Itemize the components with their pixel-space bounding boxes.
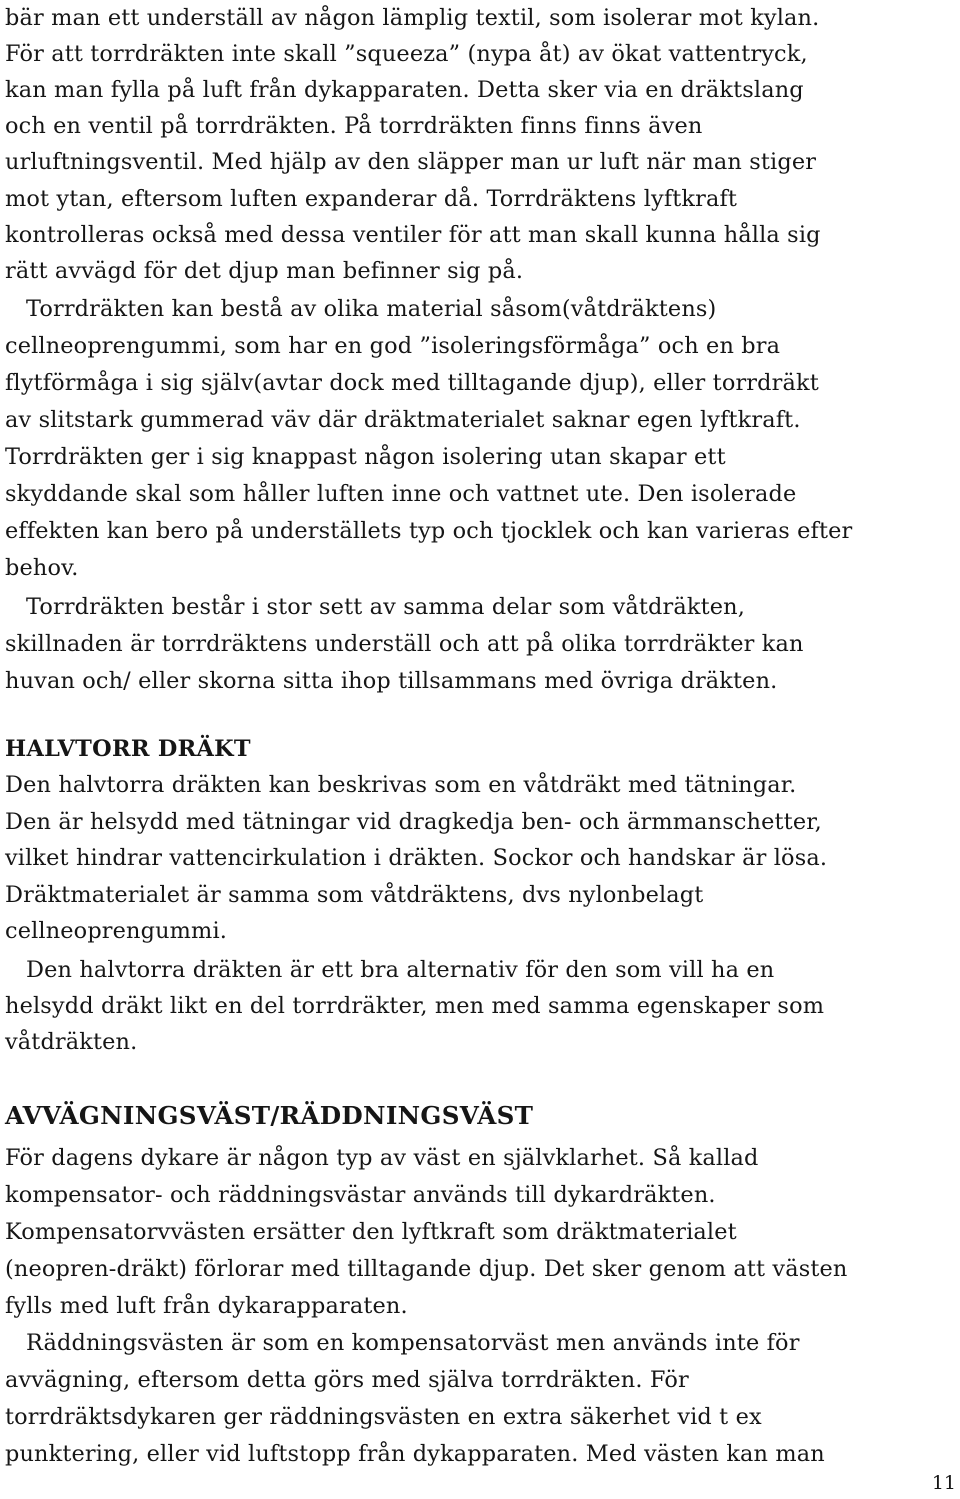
- text-line: Torrdräkten kan bestå av olika material såsom(våtdräktens): [26, 296, 717, 322]
- text-line: vilket hindrar vattencirkulation i dräkten. Sockor och handskar är lösa.: [5, 845, 828, 871]
- text-line: kompensator- och räddningsvästar används till dykardräkten.: [5, 1182, 716, 1208]
- text-line: urluftningsventil. Med hjälp av den släpper man ur luft när man stiger: [5, 149, 817, 175]
- text-line: och en ventil på torrdräkten. På torrdräkten finns finns även: [5, 113, 703, 139]
- text-line: behov.: [5, 555, 79, 581]
- text-line: Den halvtorra dräkten är ett bra alternativ för den som vill ha en: [26, 957, 775, 983]
- text-line: mot ytan, eftersom luften expanderar då. Torrdräktens lyftkraft: [5, 186, 738, 212]
- text-line: punktering, eller vid luftstopp från dykapparaten. Med västen kan man: [5, 1441, 825, 1467]
- text-line: av slitstark gummerad väv där dräktmaterialet saknar egen lyftkraft.: [5, 407, 801, 433]
- text-line: effekten kan bero på underställets typ och tjocklek och kan varieras efter: [5, 518, 853, 544]
- text-line: (neopren-dräkt) förlorar med tilltagande djup. Det sker genom att västen: [5, 1256, 848, 1282]
- text-line: rätt avvägd för det djup man befinner sig på.: [5, 258, 524, 284]
- text-line: kan man fylla på luft från dykapparaten. Detta sker via en dräktslang: [5, 77, 804, 103]
- text-line: flytförmåga i sig själv(avtar dock med tilltagande djup), eller torrdräkt: [5, 370, 819, 396]
- section-heading: AVVÄGNINGSVÄST/RÄDDNINGSVÄST: [5, 1101, 534, 1130]
- text-line: huvan och/ eller skorna sitta ihop tillsammans med övriga dräkten.: [5, 668, 778, 694]
- text-line: helsydd dräkt likt en del torrdräkter, men med samma egenskaper som: [5, 993, 825, 1019]
- page-number: 11: [931, 1472, 956, 1494]
- text-line: skillnaden är torrdräktens underställ och att på olika torrdräkter kan: [5, 631, 804, 657]
- text-line: skyddande skal som håller luften inne och vattnet ute. Den isolerade: [5, 481, 797, 507]
- text-line: Räddningsvästen är som en kompensatorväst men används inte för: [26, 1330, 800, 1356]
- text-line: För att torrdräkten inte skall ”squeeza” (nypa åt) av ökat vattentryck,: [5, 41, 808, 67]
- text-line: För dagens dykare är någon typ av väst en självklarhet. Så kallad: [5, 1145, 759, 1171]
- text-line: fylls med luft från dykarapparaten.: [5, 1293, 408, 1319]
- text-line: torrdräktsdykaren ger räddningsvästen en extra säkerhet vid t ex: [5, 1404, 762, 1430]
- text-line: våtdräkten.: [5, 1029, 138, 1055]
- text-line: cellneoprengummi.: [5, 918, 228, 944]
- text-line: Torrdräkten består i stor sett av samma delar som våtdräkten,: [26, 594, 745, 620]
- text-line: bär man ett underställ av någon lämplig textil, som isolerar mot kylan.: [5, 5, 820, 31]
- text-line: Torrdräkten ger i sig knappast någon isolering utan skapar ett: [5, 444, 726, 470]
- text-line: avvägning, eftersom detta görs med själva torrdräkten. För: [5, 1367, 689, 1393]
- text-line: Dräktmaterialet är samma som våtdräktens, dvs nylonbelagt: [5, 882, 704, 908]
- text-line: Kompensatorvvästen ersätter den lyftkraft som dräktmaterialet: [5, 1219, 737, 1245]
- section-heading: HALVTORR DRÄKT: [5, 736, 251, 762]
- text-line: Den är helsydd med tätningar vid dragkedja ben- och ärmmanschetter,: [5, 809, 822, 835]
- text-line: cellneoprengummi, som har en god ”isoleringsförmåga” och en bra: [5, 333, 781, 359]
- text-line: kontrolleras också med dessa ventiler för att man skall kunna hålla sig: [5, 222, 821, 248]
- text-line: Den halvtorra dräkten kan beskrivas som en våtdräkt med tätningar.: [5, 772, 797, 798]
